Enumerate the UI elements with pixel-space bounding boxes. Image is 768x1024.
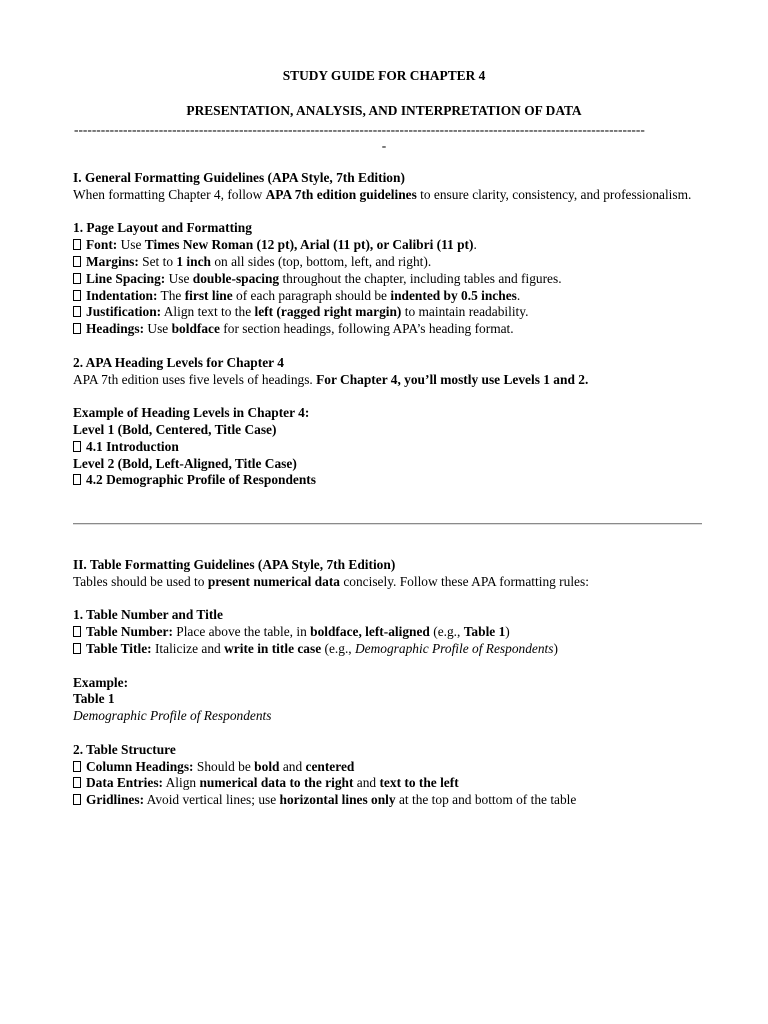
section-intro: Tables should be used to present numerical data concisely. Follow these APA formatting rules: — [73, 573, 589, 589]
checkbox-glyph-icon — [73, 643, 81, 654]
checkbox-glyph-icon — [73, 273, 81, 284]
section-general-formatting — [73, 170, 703, 489]
checkbox-glyph-icon — [73, 777, 81, 788]
checkbox-glyph-icon — [73, 626, 81, 637]
example-table-title: Demographic Profile of Respondents — [73, 708, 272, 724]
list-item-font: Font: Use Times New Roman (12 pt), Arial (11 pt), or Calibri (11 pt). — [73, 237, 703, 254]
document-subtitle: PRESENTATION, ANALYSIS, AND INTERPRETATION OF DATA — [186, 103, 582, 118]
list-item-headings: Headings: Use boldface for section headings, following APA’s heading format. — [73, 321, 703, 338]
level2-label: Level 2 (Bold, Left-Aligned, Title Case) — [73, 455, 297, 471]
subsection-heading: 2. APA Heading Levels for Chapter 4 — [73, 354, 284, 370]
level1-label: Level 1 (Bold, Centered, Title Case) — [73, 421, 277, 437]
dashed-separator: -------------------------------------------------------------------------------------------------------------------------------- — [74, 122, 645, 137]
checkbox-glyph-icon — [73, 474, 81, 485]
example-heading: Example: — [73, 674, 129, 690]
checkbox-glyph-icon — [73, 441, 81, 452]
list-item-margins: Margins: Set to 1 inch on all sides (top, bottom, left, and right). — [73, 254, 703, 271]
section-intro: When formatting Chapter 4, follow APA 7th edition guidelines to ensure clarity, consistency, and professionalism. — [73, 186, 692, 202]
subsection-heading: 1. Table Number and Title — [73, 607, 223, 623]
example-heading: Example of Heading Levels in Chapter 4: — [73, 405, 310, 421]
example-table-label: Table 1 — [73, 691, 115, 707]
checkbox-glyph-icon — [73, 323, 81, 334]
list-item-indentation: Indentation: The first line of each paragraph should be indented by 0.5 inches. — [73, 288, 703, 305]
checkbox-glyph-icon — [73, 794, 81, 805]
levels-text: APA 7th edition uses five levels of headings. For Chapter 4, you’ll mostly use Levels 1 and 2. — [73, 371, 589, 387]
section-heading: I. General Formatting Guidelines (APA Style, 7th Edition) — [73, 170, 405, 185]
example-item-demographic: 4.2 Demographic Profile of Respondents — [73, 472, 703, 489]
subsection-heading: 2. Table Structure — [73, 741, 176, 757]
subsection-heading: 1. Page Layout and Formatting — [73, 220, 252, 236]
checkbox-glyph-icon — [73, 256, 81, 267]
checkbox-glyph-icon — [73, 306, 81, 317]
horizontal-rule — [73, 523, 702, 525]
example-item-introduction: 4.1 Introduction — [73, 439, 703, 456]
list-item-column-headings: Column Headings: Should be bold and centered — [73, 759, 703, 776]
section-table-formatting — [73, 557, 703, 809]
checkbox-glyph-icon — [73, 290, 81, 301]
list-item-table-number: Table Number: Place above the table, in boldface, left-aligned (e.g., Table 1) — [73, 624, 703, 641]
list-item-justification: Justification: Align text to the left (ragged right margin) to maintain readability. — [73, 304, 703, 321]
section-heading: II. Table Formatting Guidelines (APA Style, 7th Edition) — [73, 557, 396, 572]
list-item-data-entries: Data Entries: Align numerical data to the right and text to the left — [73, 775, 703, 792]
list-item-gridlines: Gridlines: Avoid vertical lines; use horizontal lines only at the top and bottom of the table — [73, 792, 703, 809]
dashed-separator-tail: - — [381, 138, 387, 153]
list-item-table-title: Table Title: Italicize and write in title case (e.g., Demographic Profile of Respondents) — [73, 641, 703, 658]
checkbox-glyph-icon — [73, 239, 81, 250]
list-item-line-spacing: Line Spacing: Use double-spacing throughout the chapter, including tables and figures. — [73, 271, 703, 288]
checkbox-glyph-icon — [73, 761, 81, 772]
document-title: STUDY GUIDE FOR CHAPTER 4 — [282, 68, 486, 83]
